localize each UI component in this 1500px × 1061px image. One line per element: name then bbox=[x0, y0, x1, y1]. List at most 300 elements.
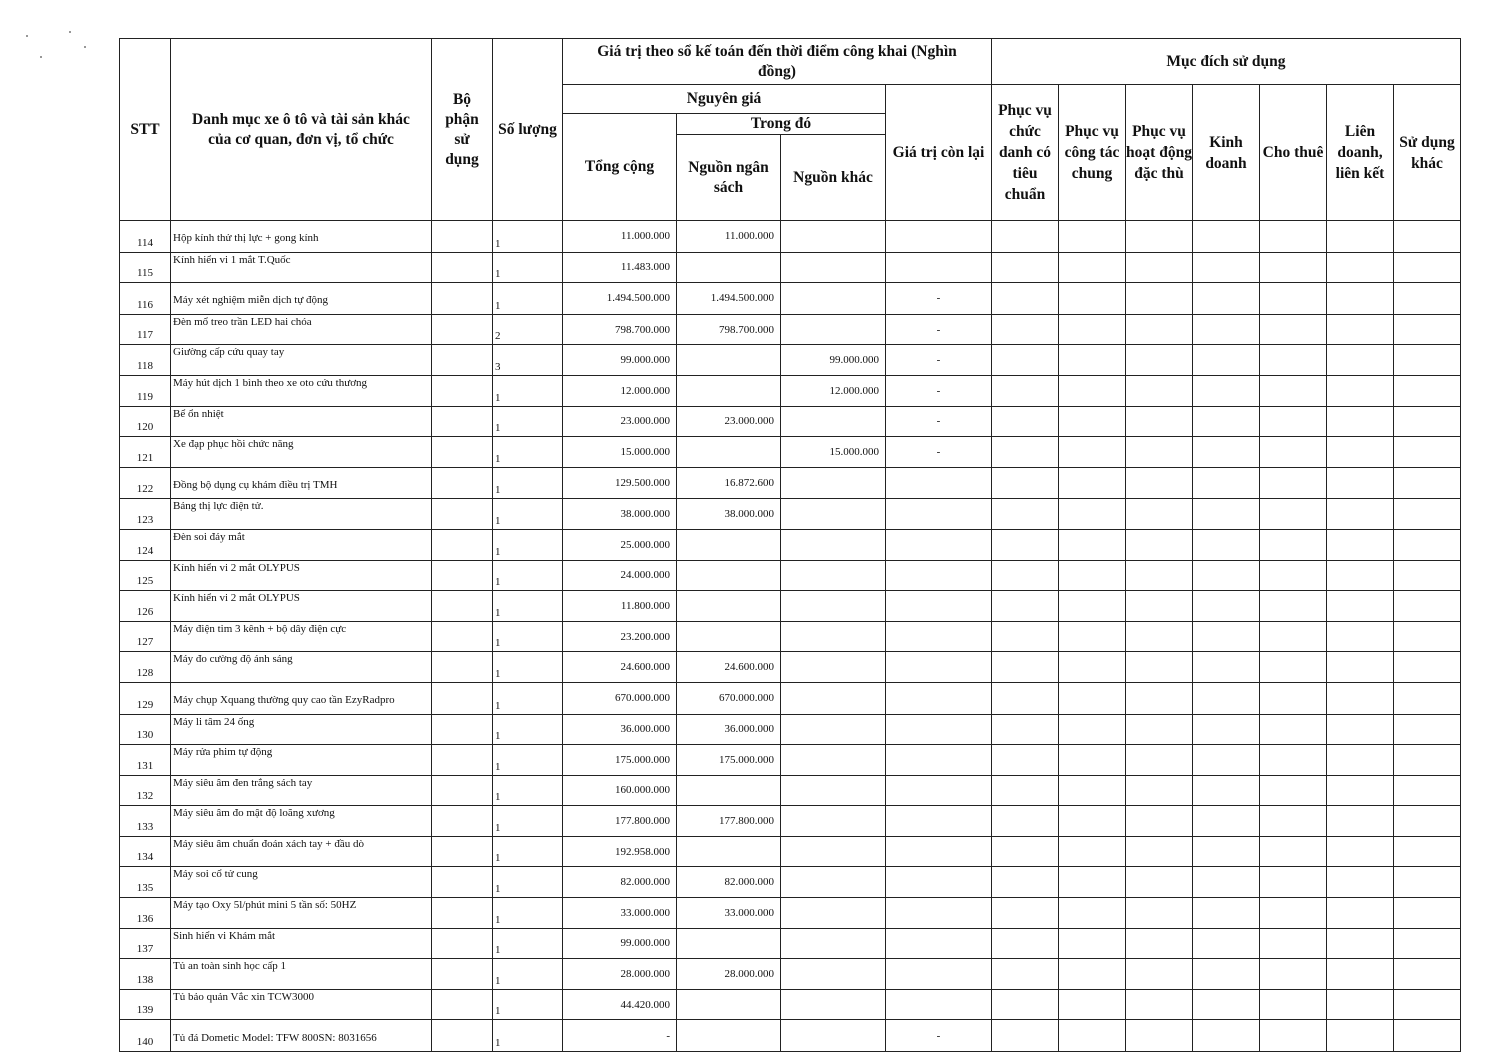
row-stt: 117 bbox=[120, 314, 171, 345]
row-business-cell bbox=[1193, 591, 1260, 622]
row-remaining-value bbox=[886, 652, 992, 683]
header-standard-position: Phục vụ chức danh có tiêu chuẩn bbox=[992, 85, 1059, 221]
row-general-cell bbox=[1059, 283, 1126, 315]
row-business-cell bbox=[1193, 745, 1260, 776]
header-general-work: Phục vụ công tác chung bbox=[1059, 85, 1126, 221]
row-business-cell bbox=[1193, 806, 1260, 837]
table-row bbox=[120, 682, 1461, 714]
row-quantity: 1 bbox=[493, 221, 563, 253]
row-joint-cell bbox=[1327, 406, 1394, 437]
row-department-cell bbox=[432, 867, 493, 898]
row-business-cell bbox=[1193, 867, 1260, 898]
table-row bbox=[120, 529, 1461, 560]
row-business-cell bbox=[1193, 221, 1260, 253]
row-other-use-cell bbox=[1394, 375, 1461, 406]
table-row bbox=[120, 1020, 1461, 1052]
row-department-cell bbox=[432, 283, 493, 315]
row-joint-cell bbox=[1327, 775, 1394, 806]
row-quantity: 1 bbox=[493, 867, 563, 898]
row-department-cell bbox=[432, 959, 493, 990]
row-department-cell bbox=[432, 775, 493, 806]
row-quantity: 1 bbox=[493, 682, 563, 714]
row-special-cell bbox=[1126, 467, 1193, 499]
row-remaining-value bbox=[886, 959, 992, 990]
row-quantity: 1 bbox=[493, 406, 563, 437]
row-general-cell bbox=[1059, 959, 1126, 990]
row-general-cell bbox=[1059, 467, 1126, 499]
row-remaining-value: - bbox=[886, 375, 992, 406]
table-row bbox=[120, 406, 1461, 437]
row-lease-cell bbox=[1260, 898, 1327, 929]
row-total: 82.000.000 bbox=[563, 867, 677, 898]
row-department-cell bbox=[432, 714, 493, 745]
row-remaining-value bbox=[886, 252, 992, 283]
row-business-cell bbox=[1193, 406, 1260, 437]
row-quantity: 1 bbox=[493, 591, 563, 622]
row-budget-source bbox=[677, 928, 781, 959]
table-row bbox=[120, 591, 1461, 622]
row-asset-name: Máy đo cường độ ánh sáng bbox=[171, 652, 432, 683]
row-lease-cell bbox=[1260, 714, 1327, 745]
row-remaining-value bbox=[886, 806, 992, 837]
row-lease-cell bbox=[1260, 375, 1327, 406]
row-joint-cell bbox=[1327, 345, 1394, 376]
row-other-source bbox=[781, 529, 886, 560]
row-joint-cell bbox=[1327, 989, 1394, 1020]
row-quantity: 1 bbox=[493, 836, 563, 867]
row-joint-cell bbox=[1327, 1020, 1394, 1052]
row-department-cell bbox=[432, 898, 493, 929]
header-purpose: Mục đích sử dụng bbox=[992, 39, 1461, 85]
row-stt: 115 bbox=[120, 252, 171, 283]
row-other-use-cell bbox=[1394, 682, 1461, 714]
row-other-use-cell bbox=[1394, 499, 1461, 530]
row-remaining-value: - bbox=[886, 1020, 992, 1052]
scan-speck bbox=[26, 35, 28, 37]
row-asset-name: Máy siêu âm đo mật độ loãng xương bbox=[171, 806, 432, 837]
row-general-cell bbox=[1059, 345, 1126, 376]
row-general-cell bbox=[1059, 499, 1126, 530]
row-lease-cell bbox=[1260, 499, 1327, 530]
row-total: 28.000.000 bbox=[563, 959, 677, 990]
row-department-cell bbox=[432, 529, 493, 560]
row-lease-cell bbox=[1260, 1020, 1327, 1052]
row-total: 670.000.000 bbox=[563, 682, 677, 714]
row-other-use-cell bbox=[1394, 652, 1461, 683]
row-general-cell bbox=[1059, 928, 1126, 959]
row-other-use-cell bbox=[1394, 989, 1461, 1020]
row-quantity: 1 bbox=[493, 775, 563, 806]
row-special-cell bbox=[1126, 560, 1193, 591]
row-special-cell bbox=[1126, 252, 1193, 283]
row-other-use-cell bbox=[1394, 836, 1461, 867]
row-standard-cell bbox=[992, 867, 1059, 898]
row-general-cell bbox=[1059, 591, 1126, 622]
row-standard-cell bbox=[992, 467, 1059, 499]
row-other-use-cell bbox=[1394, 867, 1461, 898]
row-budget-source bbox=[677, 345, 781, 376]
row-lease-cell bbox=[1260, 591, 1327, 622]
scan-speck bbox=[84, 46, 86, 48]
row-budget-source bbox=[677, 775, 781, 806]
row-department-cell bbox=[432, 989, 493, 1020]
row-other-use-cell bbox=[1394, 959, 1461, 990]
row-budget-source: 38.000.000 bbox=[677, 499, 781, 530]
row-joint-cell bbox=[1327, 745, 1394, 776]
row-joint-cell bbox=[1327, 682, 1394, 714]
row-standard-cell bbox=[992, 775, 1059, 806]
row-budget-source bbox=[677, 1020, 781, 1052]
row-business-cell bbox=[1193, 775, 1260, 806]
row-special-cell bbox=[1126, 283, 1193, 315]
row-asset-name: Bể ổn nhiệt bbox=[171, 406, 432, 437]
row-asset-name: Kính hiển vi 2 mắt OLYPUS bbox=[171, 591, 432, 622]
table-row bbox=[120, 714, 1461, 745]
row-total: 23.000.000 bbox=[563, 406, 677, 437]
row-remaining-value: - bbox=[886, 345, 992, 376]
row-stt: 129 bbox=[120, 682, 171, 714]
row-general-cell bbox=[1059, 652, 1126, 683]
row-other-source: 15.000.000 bbox=[781, 437, 886, 468]
row-standard-cell bbox=[992, 529, 1059, 560]
row-asset-name: Máy siêu âm đen trắng sách tay bbox=[171, 775, 432, 806]
row-total: 1.494.500.000 bbox=[563, 283, 677, 315]
row-standard-cell bbox=[992, 221, 1059, 253]
row-stt: 127 bbox=[120, 621, 171, 652]
table-row bbox=[120, 959, 1461, 990]
row-department-cell bbox=[432, 591, 493, 622]
row-general-cell bbox=[1059, 529, 1126, 560]
row-joint-cell bbox=[1327, 375, 1394, 406]
row-joint-cell bbox=[1327, 652, 1394, 683]
header-original-price: Nguyên giá bbox=[563, 85, 886, 114]
row-joint-cell bbox=[1327, 591, 1394, 622]
row-special-cell bbox=[1126, 345, 1193, 376]
row-general-cell bbox=[1059, 989, 1126, 1020]
row-other-source bbox=[781, 682, 886, 714]
header-of-which: Trong đó bbox=[677, 114, 886, 135]
header-total: Tổng cộng bbox=[563, 114, 677, 221]
row-total: 12.000.000 bbox=[563, 375, 677, 406]
row-budget-source bbox=[677, 252, 781, 283]
row-department-cell bbox=[432, 621, 493, 652]
row-stt: 138 bbox=[120, 959, 171, 990]
row-general-cell bbox=[1059, 252, 1126, 283]
row-joint-cell bbox=[1327, 621, 1394, 652]
row-other-use-cell bbox=[1394, 221, 1461, 253]
table-row bbox=[120, 252, 1461, 283]
row-lease-cell bbox=[1260, 467, 1327, 499]
row-special-cell bbox=[1126, 1020, 1193, 1052]
table-row bbox=[120, 437, 1461, 468]
row-special-cell bbox=[1126, 898, 1193, 929]
row-joint-cell bbox=[1327, 252, 1394, 283]
header-other-source: Nguồn khác bbox=[781, 135, 886, 221]
header-joint-venture: Liên doanh, liên kết bbox=[1327, 85, 1394, 221]
row-joint-cell bbox=[1327, 221, 1394, 253]
row-other-source bbox=[781, 221, 886, 253]
row-standard-cell bbox=[992, 375, 1059, 406]
scan-speck bbox=[69, 31, 71, 33]
row-total: 36.000.000 bbox=[563, 714, 677, 745]
row-business-cell bbox=[1193, 928, 1260, 959]
row-general-cell bbox=[1059, 682, 1126, 714]
row-business-cell bbox=[1193, 252, 1260, 283]
row-standard-cell bbox=[992, 591, 1059, 622]
table-row bbox=[120, 467, 1461, 499]
header-book-value: Giá trị theo sổ kế toán đến thời điểm công khai (Nghìn đồng) bbox=[563, 39, 992, 85]
row-special-cell bbox=[1126, 682, 1193, 714]
header-lease: Cho thuê bbox=[1260, 85, 1327, 221]
row-joint-cell bbox=[1327, 959, 1394, 990]
row-budget-source: 175.000.000 bbox=[677, 745, 781, 776]
row-stt: 126 bbox=[120, 591, 171, 622]
row-remaining-value: - bbox=[886, 283, 992, 315]
row-other-source bbox=[781, 959, 886, 990]
row-remaining-value bbox=[886, 621, 992, 652]
row-standard-cell bbox=[992, 714, 1059, 745]
row-other-source: 12.000.000 bbox=[781, 375, 886, 406]
row-stt: 121 bbox=[120, 437, 171, 468]
row-budget-source bbox=[677, 529, 781, 560]
row-department-cell bbox=[432, 682, 493, 714]
table-row bbox=[120, 221, 1461, 253]
row-lease-cell bbox=[1260, 745, 1327, 776]
row-quantity: 1 bbox=[493, 714, 563, 745]
row-quantity: 1 bbox=[493, 437, 563, 468]
row-stt: 122 bbox=[120, 467, 171, 499]
row-department-cell bbox=[432, 560, 493, 591]
row-special-cell bbox=[1126, 591, 1193, 622]
row-special-cell bbox=[1126, 836, 1193, 867]
row-standard-cell bbox=[992, 252, 1059, 283]
row-standard-cell bbox=[992, 652, 1059, 683]
row-department-cell bbox=[432, 745, 493, 776]
row-stt: 139 bbox=[120, 989, 171, 1020]
row-budget-source: 798.700.000 bbox=[677, 314, 781, 345]
row-budget-source: 1.494.500.000 bbox=[677, 283, 781, 315]
row-general-cell bbox=[1059, 898, 1126, 929]
row-lease-cell bbox=[1260, 560, 1327, 591]
row-business-cell bbox=[1193, 836, 1260, 867]
row-quantity: 1 bbox=[493, 621, 563, 652]
row-remaining-value bbox=[886, 836, 992, 867]
row-standard-cell bbox=[992, 745, 1059, 776]
row-general-cell bbox=[1059, 406, 1126, 437]
row-joint-cell bbox=[1327, 467, 1394, 499]
row-joint-cell bbox=[1327, 437, 1394, 468]
row-department-cell bbox=[432, 499, 493, 530]
row-stt: 124 bbox=[120, 529, 171, 560]
row-stt: 118 bbox=[120, 345, 171, 376]
row-special-cell bbox=[1126, 652, 1193, 683]
row-stt: 120 bbox=[120, 406, 171, 437]
row-remaining-value bbox=[886, 499, 992, 530]
row-quantity: 1 bbox=[493, 959, 563, 990]
row-joint-cell bbox=[1327, 314, 1394, 345]
header-catalog: Danh mục xe ô tô và tài sản khác của cơ quan, đơn vị, tổ chức bbox=[171, 39, 432, 221]
row-general-cell bbox=[1059, 714, 1126, 745]
table-row bbox=[120, 621, 1461, 652]
row-business-cell bbox=[1193, 652, 1260, 683]
row-quantity: 1 bbox=[493, 928, 563, 959]
header-business: Kinh doanh bbox=[1193, 85, 1260, 221]
row-other-use-cell bbox=[1394, 529, 1461, 560]
row-remaining-value bbox=[886, 928, 992, 959]
row-quantity: 1 bbox=[493, 375, 563, 406]
row-total: 11.800.000 bbox=[563, 591, 677, 622]
row-department-cell bbox=[432, 406, 493, 437]
row-other-source bbox=[781, 898, 886, 929]
row-stt: 132 bbox=[120, 775, 171, 806]
row-business-cell bbox=[1193, 467, 1260, 499]
row-business-cell bbox=[1193, 314, 1260, 345]
header-budget-source: Nguồn ngân sách bbox=[677, 135, 781, 221]
row-other-use-cell bbox=[1394, 775, 1461, 806]
row-asset-name: Tủ bảo quản Vắc xin TCW3000 bbox=[171, 989, 432, 1020]
table-row bbox=[120, 652, 1461, 683]
row-total: 24.600.000 bbox=[563, 652, 677, 683]
table-row bbox=[120, 836, 1461, 867]
row-budget-source: 28.000.000 bbox=[677, 959, 781, 990]
row-other-use-cell bbox=[1394, 928, 1461, 959]
row-stt: 137 bbox=[120, 928, 171, 959]
row-general-cell bbox=[1059, 1020, 1126, 1052]
row-other-use-cell bbox=[1394, 1020, 1461, 1052]
row-standard-cell bbox=[992, 499, 1059, 530]
row-special-cell bbox=[1126, 806, 1193, 837]
row-lease-cell bbox=[1260, 621, 1327, 652]
row-quantity: 1 bbox=[493, 652, 563, 683]
row-special-cell bbox=[1126, 529, 1193, 560]
row-business-cell bbox=[1193, 989, 1260, 1020]
row-total: 23.200.000 bbox=[563, 621, 677, 652]
row-business-cell bbox=[1193, 621, 1260, 652]
row-asset-name: Kính hiển vi 2 mắt OLYPUS bbox=[171, 560, 432, 591]
row-budget-source bbox=[677, 591, 781, 622]
row-joint-cell bbox=[1327, 867, 1394, 898]
row-joint-cell bbox=[1327, 560, 1394, 591]
row-business-cell bbox=[1193, 345, 1260, 376]
row-business-cell bbox=[1193, 283, 1260, 315]
row-budget-source bbox=[677, 836, 781, 867]
row-other-source bbox=[781, 714, 886, 745]
row-other-use-cell bbox=[1394, 406, 1461, 437]
row-general-cell bbox=[1059, 314, 1126, 345]
row-stt: 136 bbox=[120, 898, 171, 929]
row-other-source bbox=[781, 989, 886, 1020]
table-row bbox=[120, 345, 1461, 376]
row-stt: 140 bbox=[120, 1020, 171, 1052]
row-other-source bbox=[781, 806, 886, 837]
row-joint-cell bbox=[1327, 806, 1394, 837]
row-budget-source bbox=[677, 560, 781, 591]
row-lease-cell bbox=[1260, 437, 1327, 468]
row-department-cell bbox=[432, 806, 493, 837]
row-general-cell bbox=[1059, 375, 1126, 406]
row-asset-name: Máy điện tim 3 kênh + bộ dây điện cực bbox=[171, 621, 432, 652]
row-lease-cell bbox=[1260, 775, 1327, 806]
row-special-cell bbox=[1126, 714, 1193, 745]
row-department-cell bbox=[432, 375, 493, 406]
table-row bbox=[120, 898, 1461, 929]
row-general-cell bbox=[1059, 437, 1126, 468]
row-other-use-cell bbox=[1394, 252, 1461, 283]
row-quantity: 1 bbox=[493, 467, 563, 499]
row-special-cell bbox=[1126, 867, 1193, 898]
row-lease-cell bbox=[1260, 989, 1327, 1020]
row-joint-cell bbox=[1327, 283, 1394, 315]
row-asset-name: Hộp kính thử thị lực + gong kính bbox=[171, 221, 432, 253]
table-row bbox=[120, 928, 1461, 959]
row-asset-name: Máy li tâm 24 ống bbox=[171, 714, 432, 745]
row-quantity: 3 bbox=[493, 345, 563, 376]
row-quantity: 1 bbox=[493, 283, 563, 315]
table-row bbox=[120, 745, 1461, 776]
row-joint-cell bbox=[1327, 499, 1394, 530]
row-budget-source: 177.800.000 bbox=[677, 806, 781, 837]
row-stt: 116 bbox=[120, 283, 171, 315]
row-quantity: 1 bbox=[493, 898, 563, 929]
row-special-cell bbox=[1126, 745, 1193, 776]
row-quantity: 1 bbox=[493, 745, 563, 776]
header-stt: STT bbox=[120, 39, 171, 221]
row-other-use-cell bbox=[1394, 467, 1461, 499]
row-general-cell bbox=[1059, 560, 1126, 591]
row-total: 175.000.000 bbox=[563, 745, 677, 776]
header-special-activity: Phục vụ hoạt động đặc thù bbox=[1126, 85, 1193, 221]
row-asset-name: Máy xét nghiệm miễn dịch tự động bbox=[171, 283, 432, 315]
row-other-use-cell bbox=[1394, 345, 1461, 376]
row-standard-cell bbox=[992, 345, 1059, 376]
row-asset-name: Máy hút dịch 1 bình theo xe oto cứu thương bbox=[171, 375, 432, 406]
row-business-cell bbox=[1193, 499, 1260, 530]
row-quantity: 1 bbox=[493, 499, 563, 530]
row-joint-cell bbox=[1327, 836, 1394, 867]
row-remaining-value bbox=[886, 682, 992, 714]
row-other-source bbox=[781, 467, 886, 499]
row-general-cell bbox=[1059, 745, 1126, 776]
row-other-use-cell bbox=[1394, 591, 1461, 622]
row-total: 99.000.000 bbox=[563, 928, 677, 959]
row-special-cell bbox=[1126, 621, 1193, 652]
table-row bbox=[120, 314, 1461, 345]
row-total: 44.420.000 bbox=[563, 989, 677, 1020]
row-other-source: 99.000.000 bbox=[781, 345, 886, 376]
row-quantity: 2 bbox=[493, 314, 563, 345]
row-budget-source bbox=[677, 437, 781, 468]
table-row bbox=[120, 806, 1461, 837]
row-standard-cell bbox=[992, 621, 1059, 652]
row-business-cell bbox=[1193, 959, 1260, 990]
row-joint-cell bbox=[1327, 529, 1394, 560]
row-special-cell bbox=[1126, 314, 1193, 345]
row-other-source bbox=[781, 406, 886, 437]
row-business-cell bbox=[1193, 375, 1260, 406]
row-standard-cell bbox=[992, 437, 1059, 468]
row-department-cell bbox=[432, 928, 493, 959]
row-lease-cell bbox=[1260, 345, 1327, 376]
row-lease-cell bbox=[1260, 314, 1327, 345]
row-joint-cell bbox=[1327, 928, 1394, 959]
row-total: 192.958.000 bbox=[563, 836, 677, 867]
row-remaining-value bbox=[886, 775, 992, 806]
row-other-source bbox=[781, 314, 886, 345]
row-budget-source: 16.872.600 bbox=[677, 467, 781, 499]
row-other-source bbox=[781, 836, 886, 867]
row-lease-cell bbox=[1260, 252, 1327, 283]
row-quantity: 1 bbox=[493, 252, 563, 283]
